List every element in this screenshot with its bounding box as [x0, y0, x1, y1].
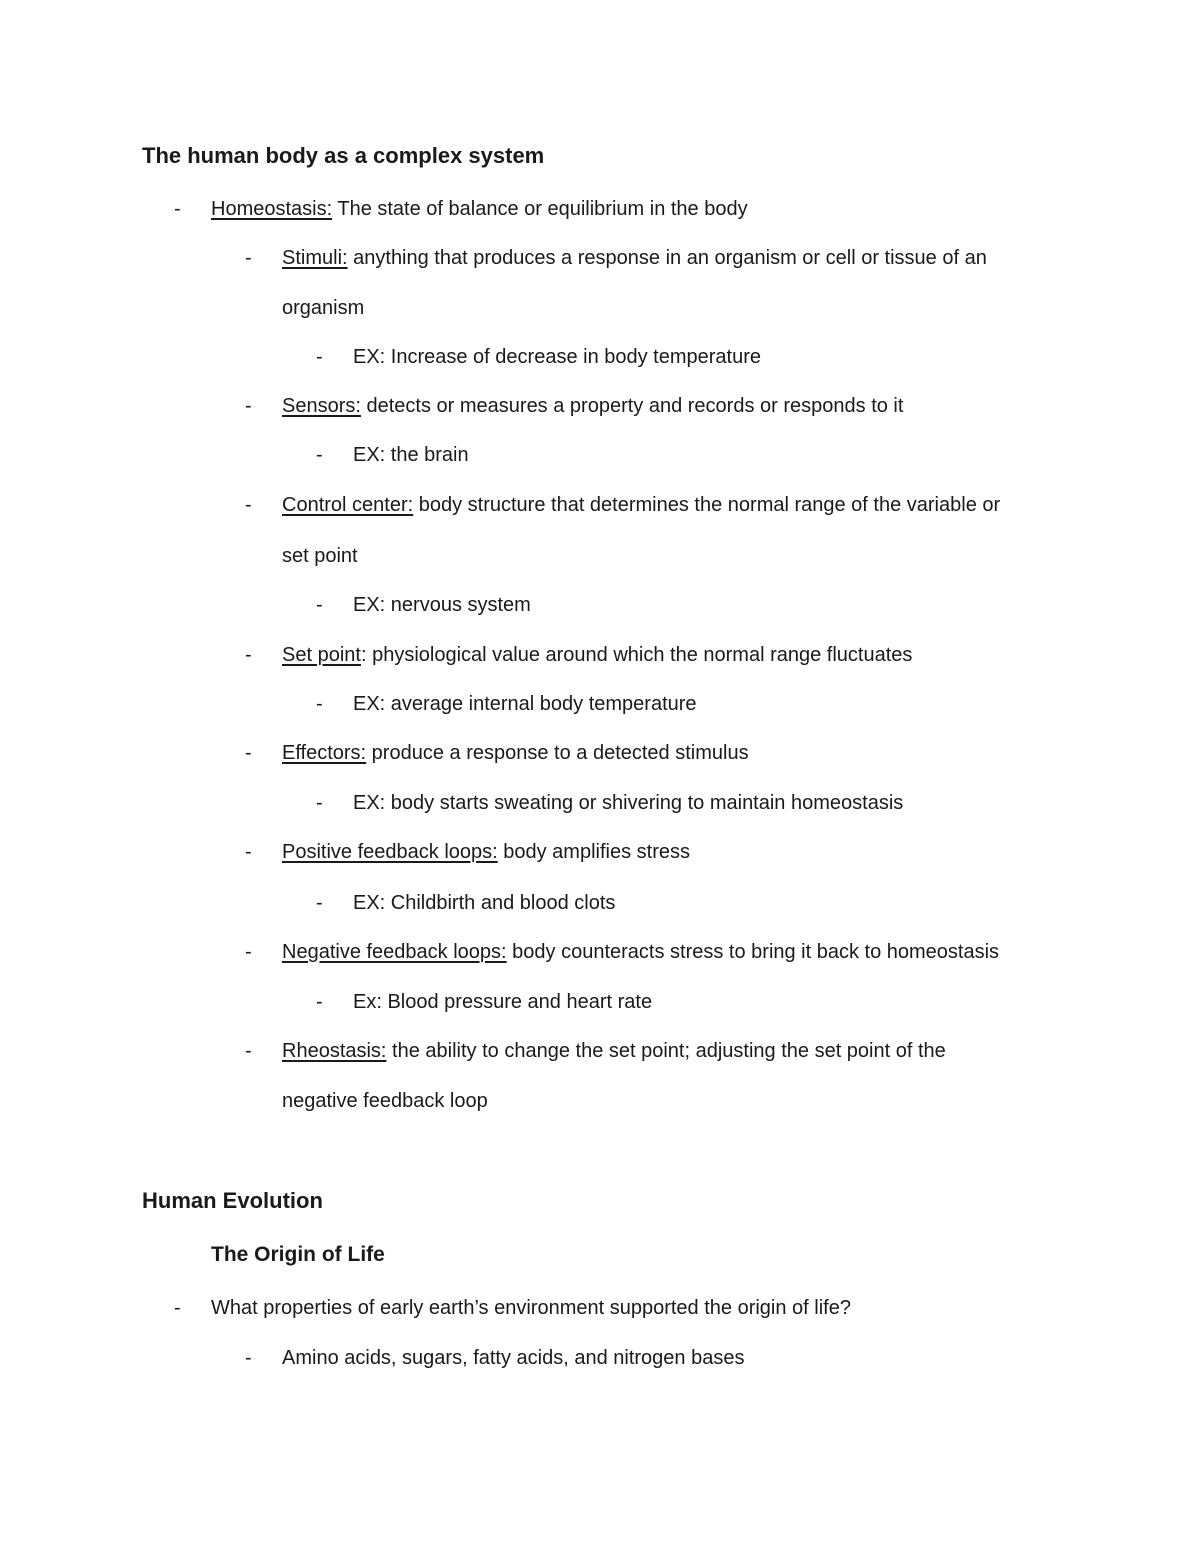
example-negative-feedback-text: Ex: Blood pressure and heart rate: [353, 991, 653, 1013]
example-negative-feedback: [316, 990, 653, 1014]
bullet-dash: -: [316, 892, 323, 914]
bullet-dash: -: [245, 644, 252, 666]
list-item-sensors: [245, 394, 904, 418]
definition-homeostasis: The state of balance or equilibrium in the body: [332, 198, 748, 220]
example-set-point: [316, 692, 697, 716]
example-stimuli: [316, 345, 762, 369]
list-item-homeostasis: [174, 197, 748, 221]
term-positive-feedback: Positive feedback loops:: [282, 841, 498, 863]
list-item-control-center-continued: set point: [282, 545, 358, 567]
bullet-dash: -: [245, 742, 252, 764]
example-control-center-text: EX: nervous system: [353, 594, 531, 616]
example-set-point-text: EX: average internal body temperature: [353, 693, 697, 715]
bullet-dash: -: [316, 991, 323, 1013]
definition-sensors: detects or measures a property and records or responds to it: [360, 395, 904, 417]
example-positive-feedback-text: EX: Childbirth and blood clots: [353, 892, 616, 914]
list-item-rheostasis-continued: negative feedback loop: [282, 1090, 488, 1112]
question-text: What properties of early earth’s environment supported the origin of life?: [211, 1297, 851, 1319]
bullet-dash: -: [245, 247, 252, 269]
list-item-effectors: [245, 741, 749, 765]
bullet-dash: -: [316, 444, 323, 466]
bullet-dash: -: [245, 494, 252, 516]
definition-positive-feedback: body amplifies stress: [497, 841, 690, 863]
term-set-point: Set point: [282, 644, 361, 666]
term-sensors: Sensors:: [282, 395, 361, 417]
bullet-dash: -: [245, 1040, 252, 1062]
example-sensors-text: EX: the brain: [353, 444, 469, 466]
list-item-answer: [245, 1346, 745, 1370]
example-positive-feedback: [316, 891, 616, 915]
section-heading-complex-system: The human body as a complex system: [142, 143, 545, 168]
bullet-dash: -: [174, 198, 181, 220]
definition-set-point: : physiological value around which the normal range fluctuates: [360, 644, 913, 666]
term-homeostasis: Homeostasis:: [211, 198, 333, 220]
term-rheostasis: Rheostasis:: [282, 1040, 387, 1062]
bullet-dash: -: [245, 841, 252, 863]
list-item-question: [174, 1296, 851, 1320]
definition-control-center: body structure that determines the normal range of the variable or: [413, 494, 1001, 516]
definition-stimuli: anything that produces a response in an organism or cell or tissue of an: [347, 247, 987, 269]
bullet-dash: -: [174, 1297, 181, 1319]
term-stimuli: Stimuli:: [282, 247, 348, 269]
list-item-set-point: [245, 643, 913, 667]
example-effectors: [316, 791, 904, 815]
definition-negative-feedback: body counteracts stress to bring it back to homeostasis: [506, 941, 1000, 963]
bullet-dash: -: [316, 693, 323, 715]
list-item-stimuli-continued: organism: [282, 297, 365, 319]
definition-effectors: produce a response to a detected stimulus: [366, 742, 749, 764]
definition-rheostasis: the ability to change the set point; adjusting the set point of the: [386, 1040, 946, 1062]
term-control-center: Control center:: [282, 494, 414, 516]
subheading-origin-of-life: The Origin of Life: [211, 1243, 385, 1266]
term-effectors: Effectors:: [282, 742, 367, 764]
example-stimuli-text: EX: Increase of decrease in body temperature: [353, 346, 762, 368]
list-item-control-center: [245, 493, 1001, 517]
section-heading-human-evolution: Human Evolution: [142, 1188, 323, 1213]
bullet-dash: -: [245, 395, 252, 417]
term-negative-feedback: Negative feedback loops:: [282, 941, 507, 963]
example-control-center: [316, 593, 531, 617]
example-sensors: [316, 443, 469, 467]
list-item-stimuli: [245, 246, 987, 270]
list-item-positive-feedback: [245, 840, 690, 864]
bullet-dash: -: [245, 1347, 252, 1369]
answer-text: Amino acids, sugars, fatty acids, and nitrogen bases: [282, 1347, 745, 1369]
list-item-rheostasis: [245, 1039, 946, 1063]
example-effectors-text: EX: body starts sweating or shivering to maintain homeostasis: [353, 792, 904, 814]
bullet-dash: -: [316, 792, 323, 814]
bullet-dash: -: [316, 346, 323, 368]
bullet-dash: -: [245, 941, 252, 963]
bullet-dash: -: [316, 594, 323, 616]
list-item-negative-feedback: [245, 940, 1000, 964]
